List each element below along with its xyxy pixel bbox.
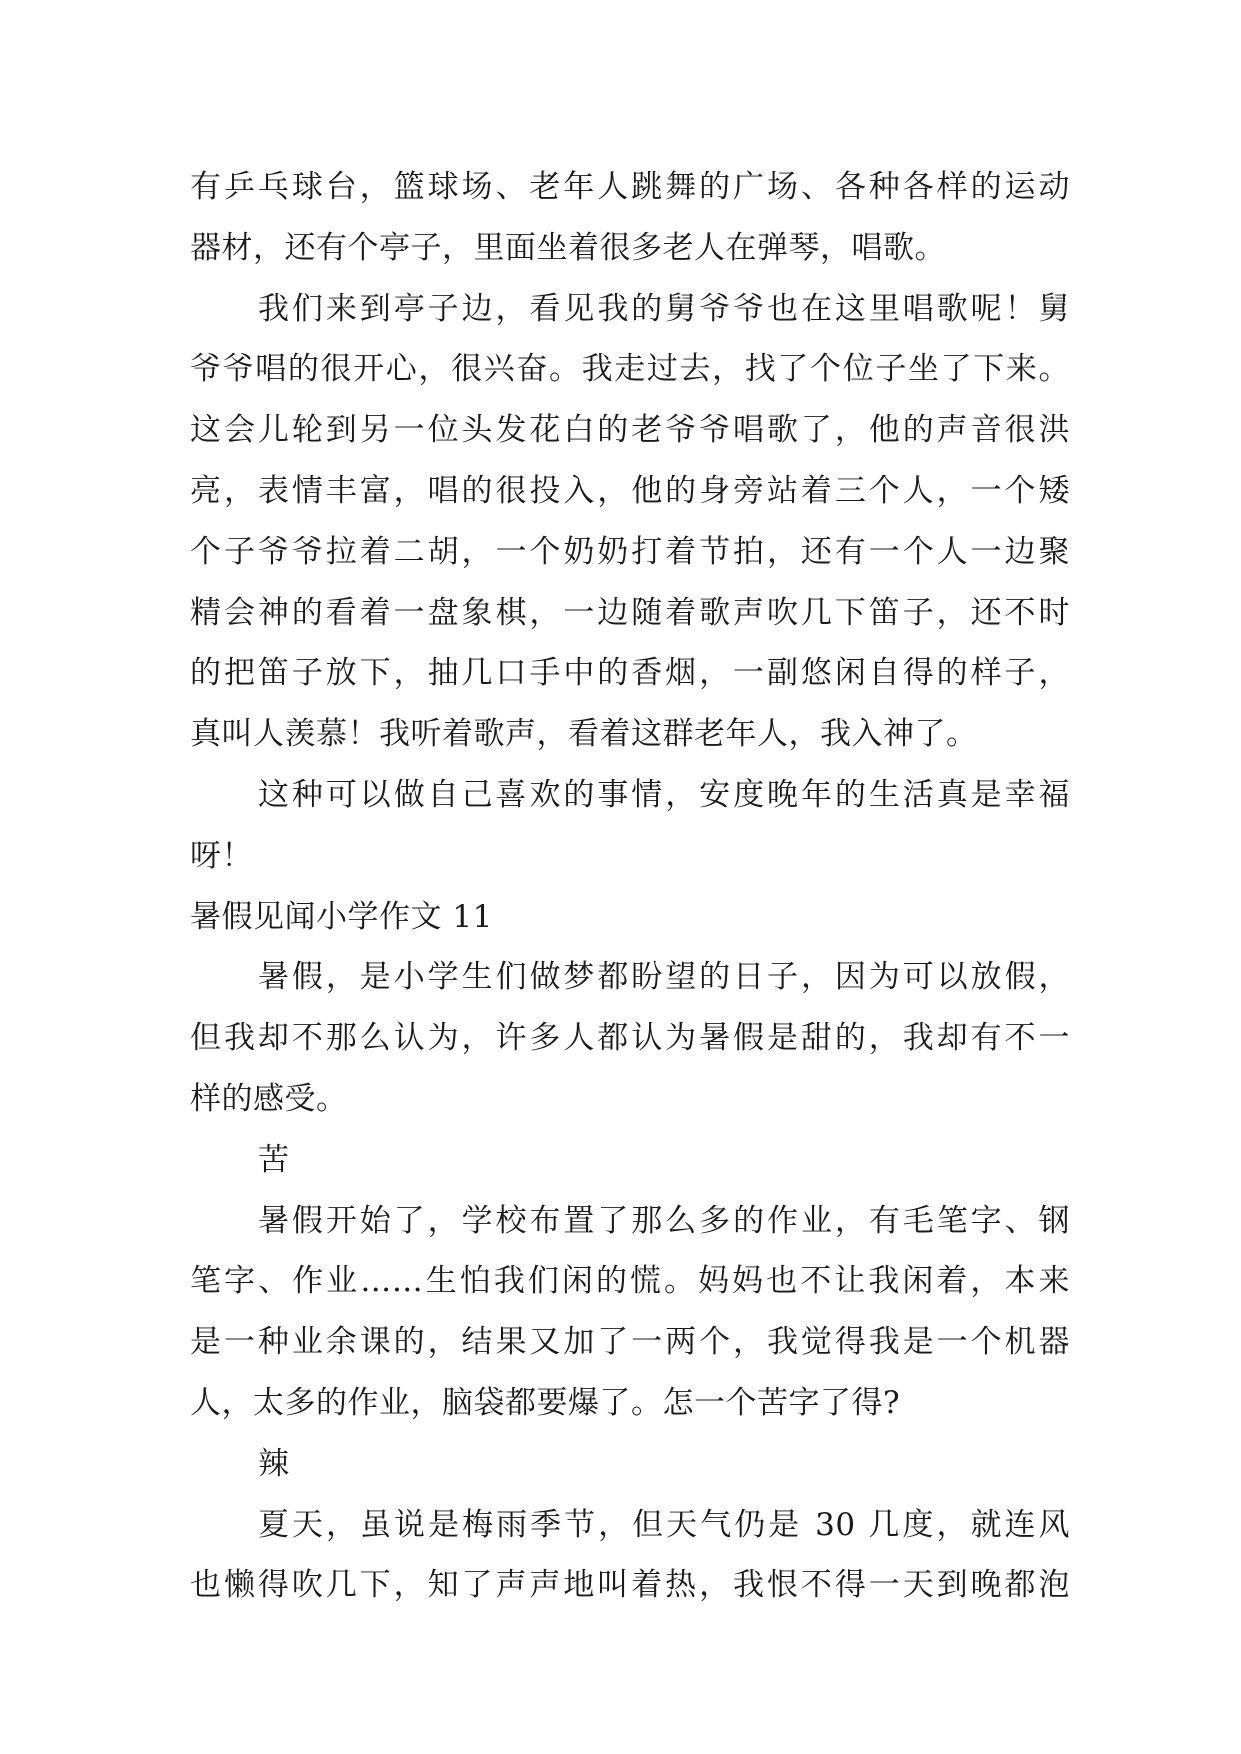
subheading-bitter: 苦 — [258, 1141, 290, 1178]
text-line: 有乒乓球台，篮球场、老年人跳舞的广场、各种各样的运动 — [190, 169, 1070, 205]
text-line: 暑假开始了，学校布置了那么多的作业，有毛笔字、钢 — [258, 1202, 1070, 1239]
text-line: 爷爷唱的很开心，很兴奋。我走过去，找了个位子坐了下来。 — [190, 351, 1070, 388]
subheading-spicy: 辣 — [258, 1445, 290, 1482]
text-line: 是一种业余课的，结果又加了一两个，我觉得我是一个机器 — [190, 1324, 1070, 1361]
text-line: 暑假，是小学生们做梦都盼望的日子，因为可以放假， — [258, 959, 1070, 996]
text-line: 我们来到亭子边，看见我的舅爷爷也在这里唱歌呢！舅 — [258, 290, 1070, 327]
text-line: 笔字、作业……生怕我们闲的慌。妈妈也不让我闲着，本来 — [190, 1263, 1070, 1300]
text-line: 这会儿轮到另一位头发花白的老爷爷唱歌了，他的声音很洪 — [190, 412, 1070, 449]
text-line: 人，太多的作业，脑袋都要爆了。怎一个苦字了得? — [190, 1384, 901, 1421]
text-line: 真叫人羡慕！我听着歌声，看着这群老年人，我入神了。 — [190, 716, 978, 753]
document-body — [190, 157, 1070, 1616]
text-line: 样的感受。 — [190, 1080, 348, 1117]
text-line: 这种可以做自己喜欢的事情，安度晚年的生活真是幸福 — [258, 776, 1070, 813]
text-line: 亮，表情丰富，唱的很投入，他的身旁站着三个人，一个矮 — [190, 472, 1070, 509]
text-line: 夏天，虽说是梅雨季节，但天气仍是 30 几度，就连风 — [258, 1506, 1070, 1543]
text-line: 精会神的看着一盘象棋，一边随着歌声吹几下笛子，还不时 — [190, 594, 1070, 631]
text-line: 也懒得吹几下，知了声声地叫着热，我恨不得一天到晚都泡 — [190, 1567, 1070, 1604]
text-line: 器材，还有个亭子，里面坐着很多老人在弹琴，唱歌。 — [190, 229, 946, 266]
text-line: 的把笛子放下，抽几口手中的香烟，一副悠闲自得的样子， — [190, 655, 1070, 692]
section-heading: 暑假见闻小学作文 11 — [190, 898, 493, 935]
text-line: 但我却不那么认为，许多人都认为暑假是甜的，我却有不一 — [190, 1020, 1070, 1057]
text-line: 呀！ — [190, 837, 253, 874]
text-line: 个子爷爷拉着二胡，一个奶奶打着节拍，还有一个人一边聚 — [190, 533, 1070, 570]
